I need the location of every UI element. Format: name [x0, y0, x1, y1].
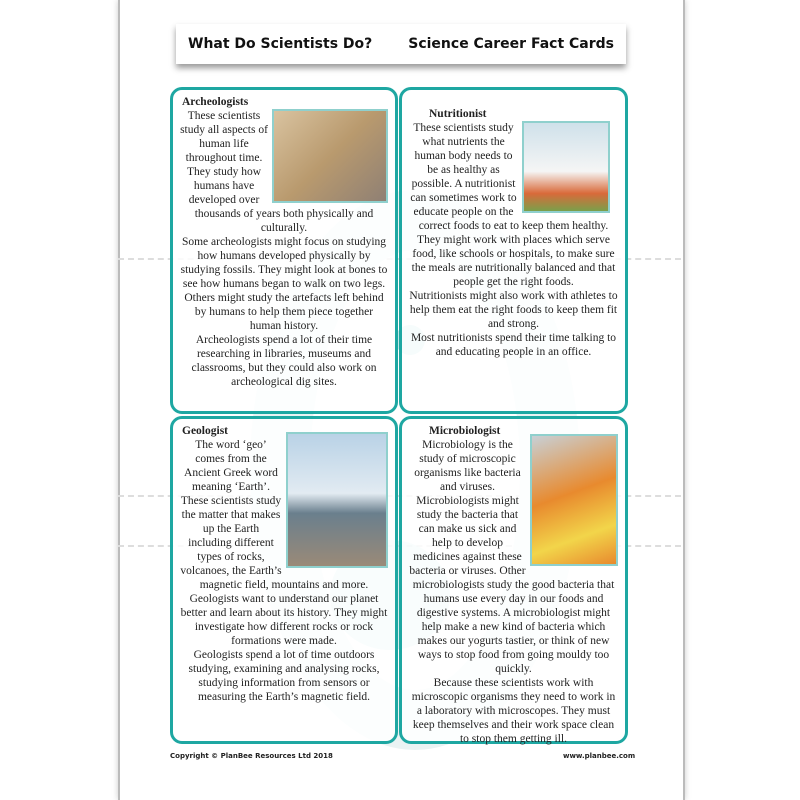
card-text: These scientists study all aspects of human life throughout time. They study how humans have developed over thousands of years both physically and culturally. [180, 110, 374, 234]
card-text: Because these scientists work with microscopic organisms they need to work in a laboratory with microscopes. They must keep themselves and their work space clean to stop them getting ill. [411, 677, 616, 745]
card-text: Archeologists spend a lot of their time researching in libraries, museums and classrooms, but they could also work on archeological dig sites. [191, 334, 377, 388]
card-title: Microbiologist [429, 425, 501, 437]
card-geologist [170, 416, 398, 744]
card-nutritionist [399, 87, 628, 414]
geologist-photo [286, 432, 388, 568]
card-text: Geologists spend a lot of time outdoors studying, examining and analysing rocks, studying information from sensors or measuring the Earth’s magnetic field. [188, 649, 380, 703]
copyright-text: Copyright © PlanBee Resources Ltd 2018 [170, 752, 333, 760]
card-title: Archeologists [182, 96, 249, 108]
card-text: Some archeologists might focus on studying how humans developed physically by studying fossils. They might look at bones to see how humans began to walk on two legs. Others might study the artefacts left behind by humans to help them piece together human history. [180, 236, 388, 332]
archeologist-photo [272, 109, 388, 203]
card-text: Microbiologists might study the bacteria that can make us sick and help to develop medicines against these bacteria or viruses. Other microbiologists study the good bacteria that humans use every day in our foods and digestive systems. A microbiologist might help make a new kind of bacteria which makes our yogurts tastier, or think of new ways to stop food from going mouldy too quickly. [409, 495, 615, 675]
card-text: The word ‘geo’ comes from the Ancient Greek word meaning ‘Earth’. These scientists study the matter that makes up the Earth including different types of rocks, volcanoes, the Earth’s magnetic field, mountains and more. [180, 439, 369, 591]
card-text: Most nutritionists spend their time talking to and educating people in an office. [410, 332, 617, 358]
worksheet-subtitle: Science Career Fact Cards [408, 36, 614, 52]
card-title: Nutritionist [429, 108, 487, 120]
header-banner [176, 24, 626, 64]
nutritionist-photo [522, 121, 610, 213]
card-text: These scientists study what nutrients the human body needs to be as healthy as possible. A nutritionist can sometimes work to educate people on the correct foods to eat to keep them healthy. They might work with places which serve food, like schools or hospitals, to make sure the meals are nutritionally balanced and that people get the right foods. [410, 122, 616, 288]
card-text: Microbiology is the study of microscopic organisms like bacteria and viruses. [414, 439, 521, 493]
card-archeologists [170, 87, 398, 414]
worksheet-title: What Do Scientists Do? [188, 36, 373, 52]
card-microbiologist [399, 416, 628, 744]
website-link[interactable]: www.planbee.com [563, 752, 636, 760]
microbiologist-photo [530, 434, 618, 566]
card-text: Geologists want to understand our planet better and learn about its history. They might investigate how different rocks or rock formations were made. [180, 593, 388, 647]
card-title: Geologist [182, 425, 228, 437]
card-text: Nutritionists might also work with athletes to help them eat the right foods to keep them fit and strong. [409, 290, 618, 330]
